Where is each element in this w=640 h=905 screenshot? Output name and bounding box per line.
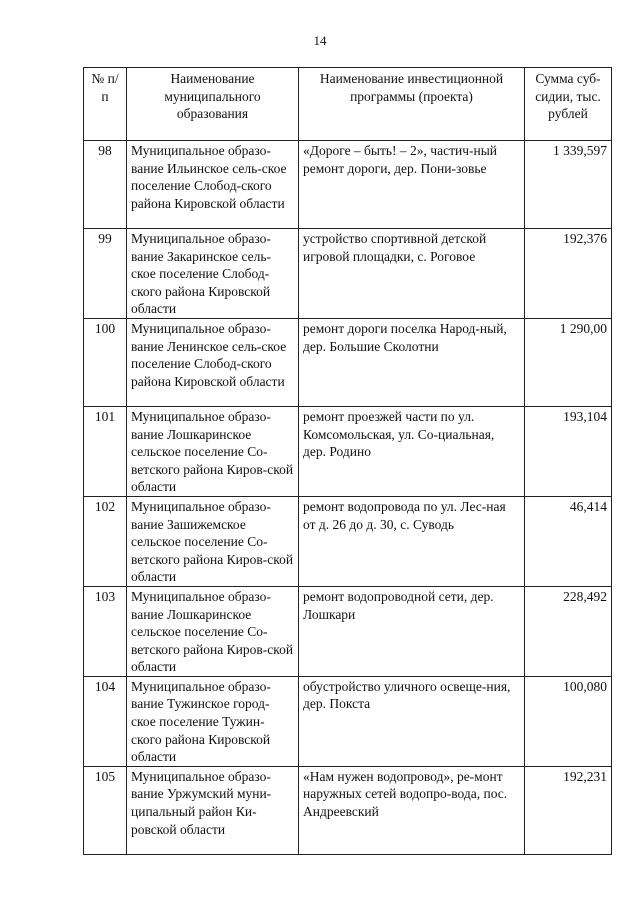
row-sum: 1 339,597: [525, 141, 612, 229]
table-row: [84, 496, 612, 586]
header-municipality: Наименование муниципального образования: [127, 68, 299, 141]
header-sum: Сумма суб-сидии, тыс. рублей: [525, 68, 612, 141]
row-num: 101: [84, 406, 127, 496]
row-num: 105: [84, 766, 127, 854]
table-row: [84, 229, 612, 319]
table-row: [84, 766, 612, 854]
row-sum: 100,080: [525, 676, 612, 766]
row-program: ремонт проезжей части по ул. Комсомольская, ул. Со-циальная, дер. Родино: [299, 406, 525, 496]
table-row: [84, 406, 612, 496]
row-municipality: Муниципальное образо-вание Зашижемское сельское поселение Со-ветского района Киров-ской области: [127, 496, 299, 586]
row-num: 98: [84, 141, 127, 229]
row-sum: 193,104: [525, 406, 612, 496]
table-header-row: [84, 68, 612, 141]
row-municipality: Муниципальное образо-вание Тужинское город-ское поселение Тужин-ского района Кировской области: [127, 676, 299, 766]
row-municipality: Муниципальное образо-вание Уржумский муни-ципальный район Ки-ровской области: [127, 766, 299, 854]
row-sum: 192,376: [525, 229, 612, 319]
table-row: [84, 676, 612, 766]
row-municipality: Муниципальное образо-вание Лошкаринское сельское поселение Со-ветского района Киров-ской области: [127, 406, 299, 496]
row-sum: 46,414: [525, 496, 612, 586]
row-program: обустройство уличного освеще-ния, дер. Покста: [299, 676, 525, 766]
row-num: 103: [84, 586, 127, 676]
row-num: 99: [84, 229, 127, 319]
row-program: ремонт водопровода по ул. Лес-ная от д. 26 до д. 30, с. Суводь: [299, 496, 525, 586]
row-municipality: Муниципальное образо-вание Ленинское сель-ское поселение Слобод-ского района Кировской области: [127, 318, 299, 406]
row-municipality: Муниципальное образо-вание Ильинское сель-ское поселение Слобод-ского района Кировской области: [127, 141, 299, 229]
row-program: «Нам нужен водопровод», ре-монт наружных сетей водопро-вода, пос. Андреевский: [299, 766, 525, 854]
table-row: [84, 318, 612, 406]
row-program: «Дороге – быть! – 2», частич-ный ремонт дороги, дер. Пони-зовье: [299, 141, 525, 229]
table-row: [84, 586, 612, 676]
row-num: 104: [84, 676, 127, 766]
table-row: [84, 141, 612, 229]
row-num: 102: [84, 496, 127, 586]
row-num: 100: [84, 318, 127, 406]
row-municipality: Муниципальное образо-вание Лошкаринское сельское поселение Со-ветского района Киров-ской области: [127, 586, 299, 676]
row-program: ремонт водопроводной сети, дер. Лошкари: [299, 586, 525, 676]
row-sum: 228,492: [525, 586, 612, 676]
header-num: № п/п: [84, 68, 127, 141]
row-sum: 1 290,00: [525, 318, 612, 406]
header-program: Наименование инвестиционной программы (проекта): [299, 68, 525, 141]
page-number: 14: [313, 33, 327, 48]
row-program: устройство спортивной детской игровой площадки, с. Роговое: [299, 229, 525, 319]
subsidy-table: [83, 67, 612, 855]
row-program: ремонт дороги поселка Народ-ный, дер. Большие Сколотни: [299, 318, 525, 406]
row-municipality: Муниципальное образо-вание Закаринское сель-ское поселение Слобод-ского района Кировской области: [127, 229, 299, 319]
row-sum: 192,231: [525, 766, 612, 854]
